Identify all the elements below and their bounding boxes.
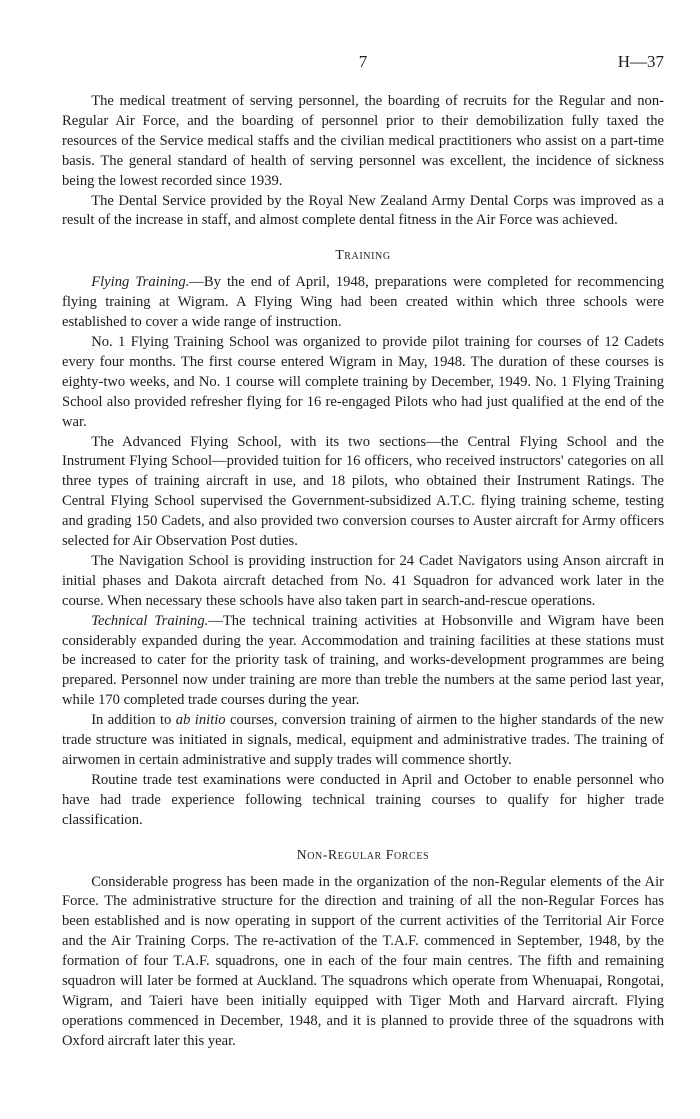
flying-training-intro-text: —By the end of April, 1948, preparations were completed for recommencing flying training at Wigram. A Flying Wing had been created within which three schools were established to cover a wide range of instruction. xyxy=(62,274,664,331)
paragraph-technical-training-intro xyxy=(62,612,664,712)
paragraph-medical: The medical treatment of serving personnel, the boarding of recruits for the Regular and non-Regular Air Force, and the boarding of personnel prior to their demobilization fully taxed the resources of the Service medical staffs and the civilian medical practitioners who assist on a part-time basis. The general standard of health of serving personnel was excellent, the incidence of sickness being the lowest recorded since 1939. xyxy=(62,93,664,189)
conversion-text-before: In addition to xyxy=(91,712,176,729)
conversion-text-after: courses, conversion training of airmen to the higher standards of the new trade structure was initiated in signals, medical, equipment and administrative trades. The training of airwomen in certain administrative and supply trades will commence shortly. xyxy=(62,712,664,768)
document-reference: H—37 xyxy=(617,52,664,71)
page-header xyxy=(62,52,664,92)
runin-flying-training: Flying Training. xyxy=(91,274,190,291)
paragraph-conversion-training xyxy=(62,711,664,771)
runin-technical-training: Technical Training. xyxy=(91,612,209,629)
page-number: 7 xyxy=(358,52,368,71)
paragraph-advanced-flying-school: The Advanced Flying School, with its two sections—the Central Flying School and the Instrument Flying School—provided tuition for 16 officers, who received instructors' categories on all three types of training aircraft in use, and 18 pilots, who obtained their Instrument Ratings. The Central Flying School supervised the Government-subsidized A.T.C. flying training scheme, testing and grading 150 Cadets, and also provided two conversion courses to Auster aircraft for Army officers selected for Air Observation Post duties. xyxy=(62,433,664,550)
paragraph-non-regular-forces: Considerable progress has been made in the organization of the non-Regular elements of the Air Force. The administrative structure for the direction and training of all the non-Regular Forces has been established and is now operating in support of the current activities of the Territorial Air Force and the Air Training Corps. The re-activation of the T.A.F. commenced in September, 1948, by the formation of four T.A.F. squadrons, one in each of the four main centres. The fifth and remaining squadron will later be formed at Auckland. The squadrons which operate from Whenuapai, Rongotai, Wigram, and Taieri have been initially equipped with Tiger Moth and Harvard aircraft. Flying operations commenced in December, 1948, and it is planned to provide three of the squadrons with Oxford aircraft later this year. xyxy=(62,873,664,1049)
paragraph-trade-tests: Routine trade test examinations were conducted in April and October to enable personnel who have had trade experience following technical training courses to qualify for higher trade classification. xyxy=(62,771,664,828)
technical-training-intro-text: —The technical training activities at Hobsonville and Wigram have been considerably expanded during the year. Accommodation and training facilities at these stations must be increased to cater for the priority task of training, and works-development programmes are being prepared. Personnel now under training are more than treble the numbers at the same period last year, while 170 completed trade courses during the year. xyxy=(62,612,664,709)
ab-initio-italic: ab initio xyxy=(175,712,226,729)
section-heading-training: Training xyxy=(335,247,391,263)
paragraph-flying-training-intro xyxy=(62,273,664,333)
section-heading-non-regular-forces: Non-Regular Forces xyxy=(296,846,430,862)
paragraph-navigation-school: The Navigation School is providing instruction for 24 Cadet Navigators using Anson aircraft in initial phases and Dakota aircraft detached from No. 41 Squadron for advanced work later in the course. When necessary these schools have also taken part in search-and-rescue operations. xyxy=(62,552,664,609)
paragraph-dental: The Dental Service provided by the Royal New Zealand Army Dental Corps was improved as a result of the increase in staff, and almost complete dental fitness in the Air Force was achieved. xyxy=(62,192,664,229)
paragraph-flying-training-school: No. 1 Flying Training School was organized to provide pilot training for courses of 12 Cadets every four months. The first course entered Wigram in May, 1948. The duration of these courses is eighty-two weeks, and No. 1 course will complete training by December, 1949. No. 1 Flying Training School also provided refresher flying for 16 re-engaged Pilots who had just qualified at the end of the war. xyxy=(62,333,664,430)
